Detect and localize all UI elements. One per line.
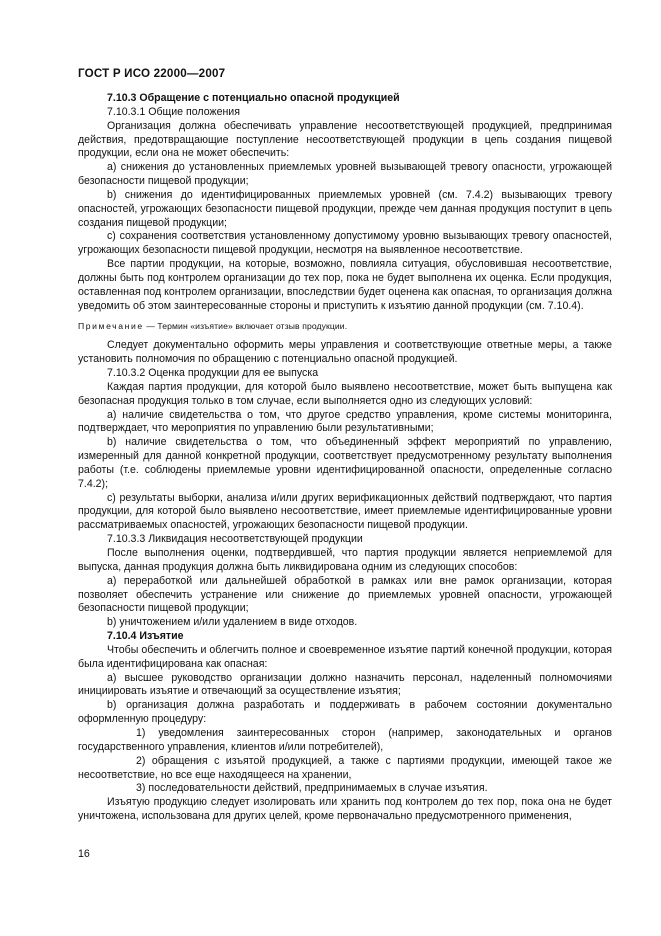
paragraph: 7.10.3 Обращение с потенциально опасной продукцией bbox=[107, 92, 400, 104]
note-text: — Термин «изъятие» включает отзыв продукции. bbox=[143, 320, 348, 331]
note-paragraph bbox=[78, 320, 612, 334]
paragraph: 2) обращения с изъятой продукцией, а также с партиями продукции, имеющей такое же несоответствие, но все еще находящееся на хранении, bbox=[78, 754, 612, 781]
document-body bbox=[78, 92, 612, 824]
paragraph: 7.10.3.3 Ликвидация несоответствующей продукции bbox=[107, 533, 363, 546]
document-header: ГОСТ Р ИСО 22000—2007 bbox=[78, 67, 226, 80]
paragraph: c) сохранения соответствия установленному допустимому уровню вызывающих тревогу опасностей, угрожающих безопасности пищевой продукции, несмотря на выявленное несоответствие. bbox=[78, 230, 612, 257]
paragraph: Изъятую продукцию следует изолировать или хранить под контролем до тех пор, пока она не будет уничтожена, использована для других целей, кроме первоначально предусмотренного применения, bbox=[78, 796, 612, 823]
paragraph: 7.10.3.1 Общие положения bbox=[107, 105, 240, 118]
paragraph: a) высшее руководство организации должно назначить персонал, наделенный полномочиями инициировать изъятие и отвечающий за осуществление изъятия; bbox=[78, 671, 612, 698]
paragraph: 3) последовательности действий, предпринимаемых в случае изъятия. bbox=[136, 782, 488, 795]
paragraph: Все партии продукции, на которые, возможно, повлияла ситуация, обусловившая несоответствие, должны быть под контролем организации до тех пор, пока не будет выполнена их оценка. Если продукция, оставленная под контролем организации, впоследствии будет оценена как опасная, то организация должна уведомить об этом заинтересованные стороны и приступить к изъятию данной продукции (см. 7.10.4). bbox=[78, 258, 612, 312]
paragraph: c) результаты выборки, анализа и/или других верификационных действий подтверждают, что партия продукции, для которой было выявлено несоответствие, имеет приемлемые идентифицированные уровни рассматриваемых опасностей, угрожающих безопасности пищевой продукции. bbox=[78, 491, 612, 532]
section-7-10-3-block bbox=[78, 92, 612, 314]
paragraph: a) снижения до установленных приемлемых уровней вызывающей тревогу опасности, угрожающей безопасности пищевой продукции; bbox=[78, 161, 612, 188]
paragraph: После выполнения оценки, подтвердившей, что партия продукции является неприемлемой для выпуска, данная продукция должна быть ликвидирована одним из следующих способов: bbox=[78, 547, 612, 573]
paragraph: b) наличие свидетельства о том, что объединенный эффект мероприятий по управлению, измеренный для данной конкретной продукции, соответствует предусмотренному результату выполнения работы (т.е. соблюдены приемлемые уровни идентифицированной опасности, определенные согласно 7.4.2); bbox=[78, 436, 612, 490]
section-continuation-block bbox=[78, 339, 612, 824]
paragraph: b) организация должна разработать и поддерживать в рабочем состоянии документально оформленную процедуру: bbox=[78, 699, 612, 726]
paragraph: Каждая партия продукции, для которой было выявлено несоответствие, может быть выпущена как безопасная продукция только в том случае, если выполняется одно из следующих условий: bbox=[78, 380, 612, 407]
paragraph: 7.10.3.2 Оценка продукции для ее выпуска bbox=[107, 367, 319, 380]
paragraph: a) наличие свидетельства о том, что другое средство управления, кроме системы мониторинга, подтверждает, что мероприятия по управлению были результативными; bbox=[78, 408, 612, 435]
page-number: 16 bbox=[78, 848, 90, 860]
paragraph: Чтобы обеспечить и облегчить полное и своевременное изъятие партий конечной продукции, которая была идентифицирована как опасная: bbox=[78, 643, 612, 670]
paragraph: Организация должна обеспечивать управление несоответствующей продукцией, предпринимая действия, предотвращающие поступление несоответствующей продукции в цепь создания пищевой продукции, если она не может обеспечить: bbox=[78, 119, 612, 160]
paragraph: 7.10.4 Изъятие bbox=[107, 630, 184, 643]
paragraph: b) снижения до идентифицированных приемлемых уровней (см. 7.4.2) вызывающих тревогу опасностей, угрожающих безопасности пищевой продукции, прежде чем данная продукция поступит в цепь создания пищевой продукции; bbox=[78, 188, 612, 229]
paragraph: Следует документально оформить меры управления и соответствующие ответные меры, а также установить полномочия по обращению с потенциально опасной продукцией. bbox=[78, 339, 612, 366]
paragraph: a) переработкой или дальнейшей обработкой в рамках или вне рамок организации, которая позволяет обеспечить устранение или снижение до приемлемых уровней опасности, угрожающей безопасности пищевой продукции; bbox=[78, 574, 612, 615]
paragraph: 1) уведомления заинтересованных сторон (например, законодательных и органов государственного управления, клиентов и/или потребителей), bbox=[78, 726, 612, 753]
note-label: Примечание bbox=[78, 320, 144, 331]
paragraph: b) уничтожением и/или удалением в виде отходов. bbox=[107, 616, 358, 629]
